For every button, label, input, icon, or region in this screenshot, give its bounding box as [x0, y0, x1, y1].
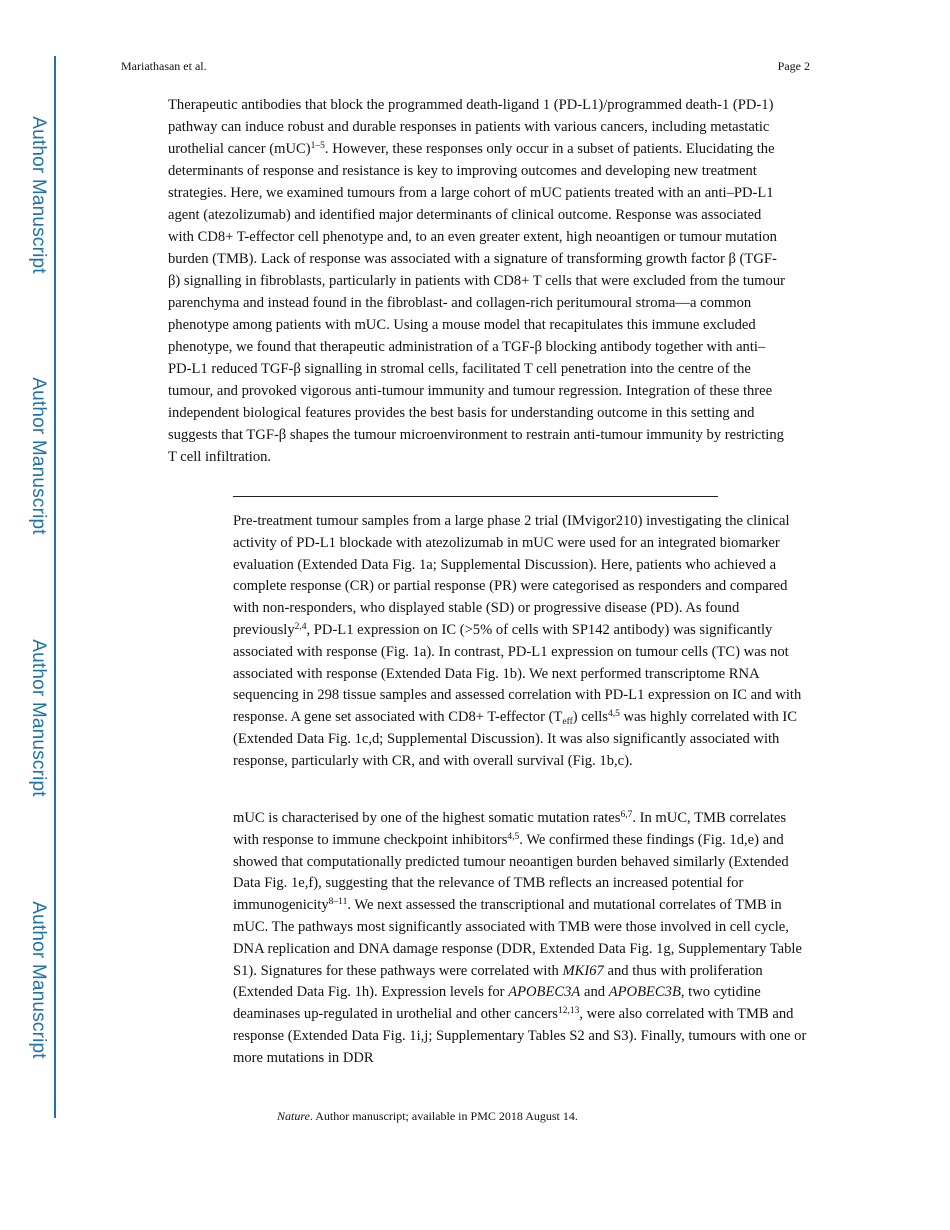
- gene-name: APOBEC3A: [508, 984, 581, 1001]
- citation: 6,7: [620, 810, 633, 820]
- citation: 1–5: [310, 141, 325, 151]
- side-rule: [54, 56, 56, 1118]
- page-footer: Nature. Author manuscript; available in PMC 2018 August 14.: [277, 1109, 578, 1123]
- citation: 4,5: [608, 709, 620, 720]
- author-manuscript-label: Author Manuscript: [28, 377, 49, 535]
- citation: 2,4: [294, 621, 307, 632]
- body-paragraph-1: Pre-treatment tumour samples from a large phase 2 trial (IMvigor210) investigating the clinical activity of PD-L1 blockade with atezolizumab in mUC were used for an integrated biomarker evaluation (Extended Data Fig. 1a; Supplemental Discussion). Here, patients who achieved a complete response (CR) or partial response (PR) were categorised as responders and compared with non-responders, who displayed stable (SD) or progressive disease (PD). As found previously$^{2,4}$, PD-L1 expression on IC (>5% of cells with SP142 antibody) was significantly associated with response (Fig. 1a). In contrast, PD-L1 expression on tumour cells (TC) was not associated with response (Extended Data Fig. 1b). We next performed transcriptome RNA sequencing in 298 tissue samples and assessed correlation with PD-L1 expression on IC and with response. A gene set associated with CD8+ T-effector $(T_{eff})$ cells$^{4,5}$ was highly correlated with IC (Extended Data Fig. 1c,d; Supplemental Discussion). It was also significantly associated with response, particularly with CR, and with overall survival (Fig. 1b,c).: [233, 513, 802, 769]
- running-head-authors: Mariathasan et al.: [121, 59, 207, 73]
- gene-name: MKI67: [562, 962, 604, 979]
- author-manuscript-label: Author Manuscript: [28, 901, 49, 1059]
- journal-name: Nature: [277, 1109, 310, 1123]
- section-divider: [233, 496, 718, 497]
- gene-name: APOBEC3B: [608, 984, 681, 1001]
- abstract: Therapeutic antibodies that block the programmed death-ligand 1 (PD-L1)/programmed death-1 (PD-1) pathway can induce robust and durable responses in patients with various cancers, including metastatic urothelial cancer (mUC)$^{1-5}$. However, these responses only occur in a subset of patients. Elucidating the determinants of response and resistance is key to improving outcomes and developing new treatment strategies. Here, we examined tumours from a large cohort of mUC patients treated with an anti–PD-L1 agent (atezolizumab) and identified major determinants of clinical outcome. Response was associated with CD8+ T-effector cell phenotype and, to an even greater extent, high neoantigen or tumour mutation burden (TMB). Lack of response was associated with a signature of transforming growth factor β (TGF-β) signalling in fibroblasts, particularly in patients with CD8+ T cells that were excluded from the tumour parenchyma and instead found in the fibroblast- and collagen-rich peritumoural stroma—a common phenotype among patients with mUC. Using a mouse model that recapitulates this immune excluded phenotype, we found that therapeutic administration of a TGF-β blocking antibody together with anti–PD-L1 reduced TGF-β signalling in stromal cells, facilitated T cell penetration into the centre of the tumour, and provoked vigorous anti-tumour immunity and tumour regression. Integration of these three independent biological features provides the best basis for understanding outcome in this setting and suggests that TGF-β shapes the tumour microenvironment to restrain anti-tumour immunity by restricting T cell infiltration.: [168, 97, 785, 465]
- body-paragraph-2: mUC is characterised by one of the highest somatic mutation rates$^{6,7}$. In mUC, TMB correlates with response to immune checkpoint inhibitors$^{4,5}$. We confirmed these findings (Fig. 1d,e) and showed that computationally predicted tumour neoantigen burden behaved similarly (Extended Data Fig. 1e,f), suggesting that the relevance of TMB reflects an increased potential for immunogenicity$^{8-11}$. We next assessed the transcriptional and mutational correlates of TMB in mUC. The pathways most significantly associated with TMB were those involved in cell cycle, DNA replication and DNA damage response (DDR, Extended Data Fig. 1g, Supplementary Table S1). Signatures for these pathways were correlated with MKI67 and thus with proliferation (Extended Data Fig. 1h). Expression levels for APOBEC3A and APOBEC3B, two cytidine deaminases up-regulated in urothelial and other cancers$^{12,13}$, were also correlated with TMB and response (Extended Data Fig. 1i,j; Supplementary Tables S2 and S3). Finally, tumours with one or more mutations in DDR: [233, 810, 807, 1066]
- author-manuscript-label: Author Manuscript: [28, 116, 49, 274]
- running-head-page: Page 2: [777, 59, 810, 73]
- citation: 4,5: [507, 831, 520, 842]
- citation: 12,13: [557, 1006, 580, 1017]
- citation: 8–11: [328, 897, 348, 908]
- subscript: eff: [562, 717, 573, 728]
- author-manuscript-label: Author Manuscript: [28, 639, 49, 797]
